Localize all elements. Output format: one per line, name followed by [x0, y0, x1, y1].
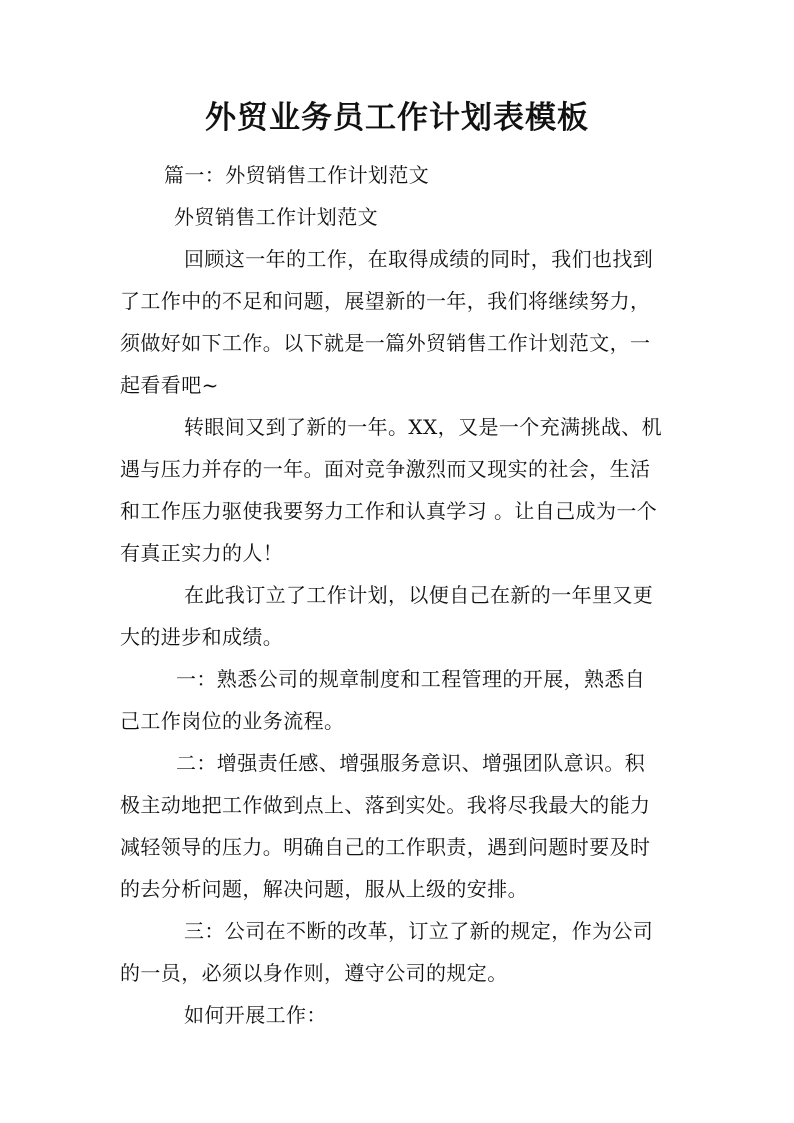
list-item-2: 二：增强责任感、增强服务意识、增强团队意识。积 — [176, 751, 646, 775]
paragraph-line: 回顾这一年的工作，在取得成绩的同时，我们也找到 — [184, 247, 654, 271]
paragraph-line: 了工作中的不足和问题，展望新的一年，我们将继续努力， — [120, 289, 651, 313]
paragraph-line: 和工作压力驱使我要努力工作和认真学习 。让自己成为一个 — [120, 499, 658, 523]
paragraph-line: 的一员，必须以身作则，遵守公司的规定。 — [120, 961, 508, 985]
list-item-1: 一：熟悉公司的规章制度和工程管理的开展，熟悉自 — [176, 667, 646, 691]
paragraph-line: 遇与压力并存的一年。面对竞争激烈而又现实的社会，生活 — [120, 457, 651, 481]
section-heading: 篇一：外贸销售工作计划范文 — [164, 163, 430, 187]
paragraph-line: 在此我订立了工作计划，以便自己在新的一年里又更 — [184, 583, 654, 607]
subheading: 外贸销售工作计划范文 — [174, 205, 378, 229]
paragraph-line: 的去分析问题，解决问题，服从上级的安排。 — [120, 877, 528, 901]
paragraph-line: 转眼间又到了新的一年。XX，又是一个充满挑战、机 — [184, 415, 663, 439]
paragraph-line: 须做好如下工作。以下就是一篇外贸销售工作计划范文，一 — [120, 331, 651, 355]
paragraph-line: 有真正实力的人！ — [120, 541, 284, 565]
document-title: 外贸业务员工作计划表模板 — [205, 100, 589, 136]
paragraph-line: 起看看吧~ — [120, 373, 219, 397]
paragraph-line: 极主动地把工作做到点上、落到实处。我将尽我最大的能力 — [120, 793, 651, 817]
subsection-heading: 如何开展工作： — [184, 1003, 327, 1027]
paragraph-line: 己工作岗位的业务流程。 — [120, 709, 345, 733]
paragraph-line: 大的进步和成绩。 — [120, 625, 284, 649]
paragraph-line: 减轻领导的压力。明确自己的工作职责，遇到问题时要及时 — [120, 835, 651, 859]
list-item-3: 三：公司在不断的改革，订立了新的规定，作为公司 — [184, 919, 654, 943]
